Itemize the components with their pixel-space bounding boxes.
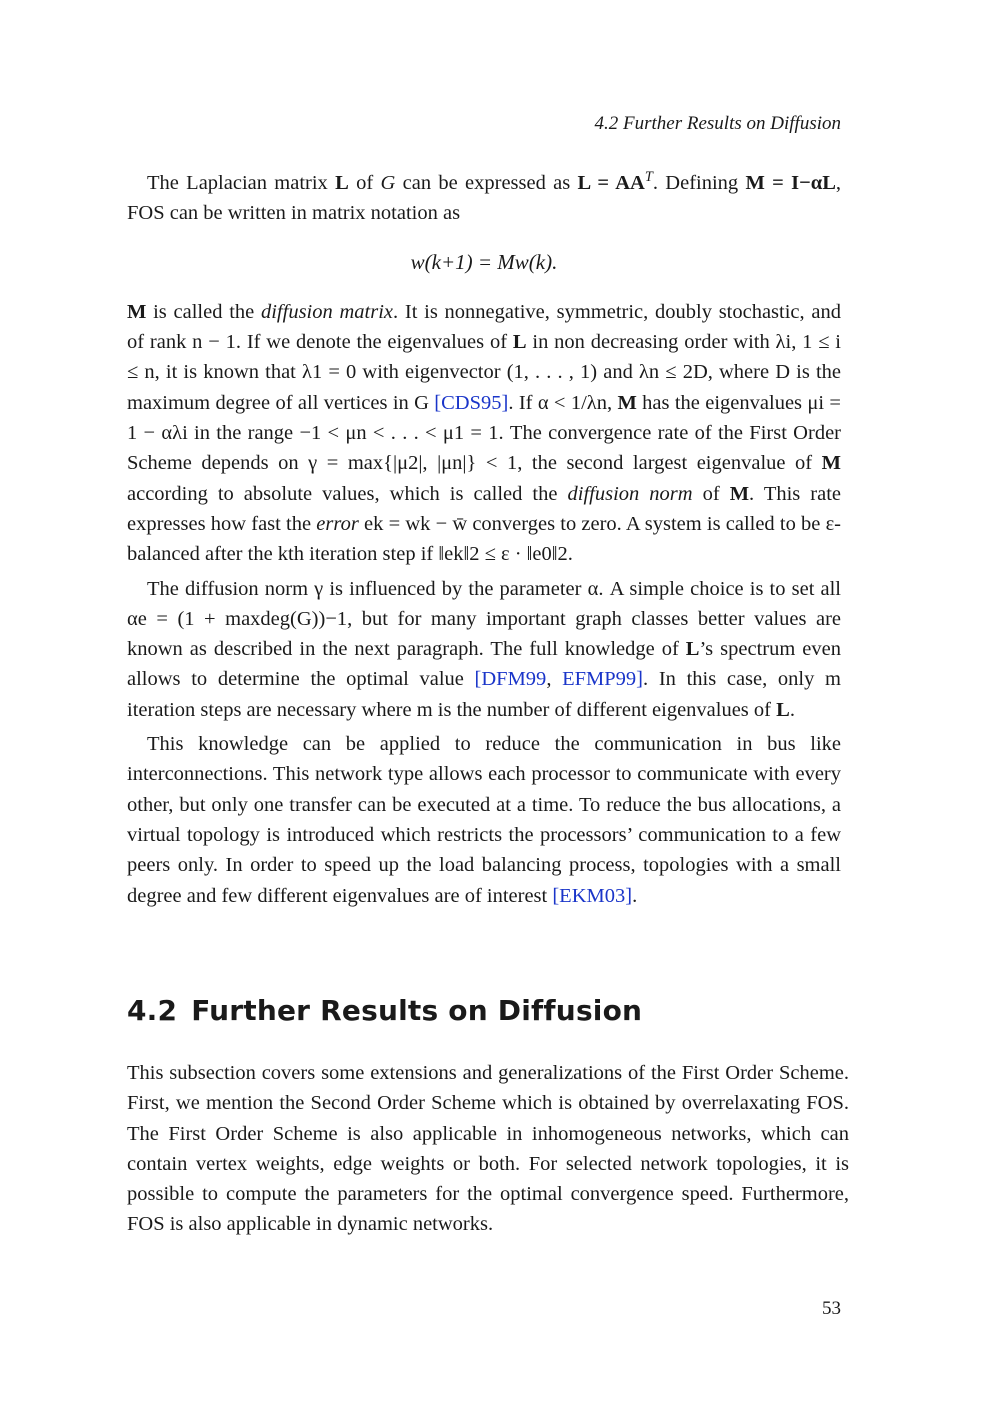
text-run: , FOS can be written in matrix notation as (127, 172, 842, 225)
term-error: error (316, 512, 359, 535)
display-equation: w(k+1) = Mw(k). (410, 249, 558, 274)
body-text (127, 168, 841, 915)
section-number: 4.2 (127, 994, 178, 1027)
symbol-M: M (127, 300, 147, 323)
superscript-T: T (644, 169, 653, 186)
symbol-L: L (685, 638, 700, 661)
symbol-L: L (776, 698, 790, 721)
paragraph-laplacian (127, 168, 841, 229)
text-run: . (632, 884, 638, 907)
text-run: of (348, 172, 381, 194)
text-run: of (692, 482, 730, 505)
text-run: . In this case, only m iteration steps are necessary where m is the number of different eigenvalues of (127, 668, 841, 721)
citation-link[interactable]: EFMP99] (562, 668, 644, 691)
document-page (127, 0, 849, 1414)
paragraph-bus-interconnections (127, 729, 841, 911)
text-run: . Defining (652, 172, 746, 194)
paragraph-diffusion-matrix (127, 297, 841, 570)
text-run: in non decreasing order with λi, 1 ≤ i ≤ n, it is known that λ1 = 0 with eigenvector (1, . . . , 1) and λn ≤ 2D, where D is the maximum degree of all vertices in G (127, 331, 841, 414)
equation-L-AAT: L = AA (577, 172, 645, 194)
text-run: can be expressed as (395, 172, 578, 194)
symbol-M: M (821, 452, 841, 475)
text-run: has the eigenvalues μi = 1 − αλi in the range −1 < μn < . . . < μ1 = 1. The convergence rate of the First Order Scheme depends on γ = max{|μ2|, |μn|} < 1, the second largest eigenvalue of (127, 391, 841, 475)
text-run: . (789, 698, 795, 721)
text-run: This knowledge can be applied to reduce the communication in bus like interconnections. This network type allows each processor to communicate with every other, but only one transfer can be executed at a time. To reduce the bus allocations, a virtual topology is introduced which restricts the processors’ communication to a few peers only. In order to speed up the load balancing process, topologies with a small degree and few different eigenvalues are of interest (127, 733, 841, 907)
symbol-G: G (380, 172, 396, 194)
section-heading (127, 994, 642, 1027)
symbol-M: M (729, 482, 750, 505)
running-header: 4.2 Further Results on Diffusion (594, 113, 841, 134)
text-run: , (546, 668, 563, 691)
equation-M-def: M = I−αL (745, 172, 836, 194)
text-run: ek = wk − w̄ converges to zero. A system is called to be ε-balanced after the kth iteration step if ‖ek‖2 ≤ ε · ‖e0‖2. (127, 512, 841, 566)
symbol-L: L (512, 331, 527, 354)
text-run: is called the (146, 300, 261, 323)
paragraph-diffusion-norm (127, 574, 841, 725)
text-run: The diffusion norm γ is influenced by the parameter α. A simple choice is to set all αe = (1 + maxdeg(G))−1, but for many important graph classes better values are known as described in the next paragraph. The full knowledge of (127, 577, 841, 661)
section-text (127, 1058, 849, 1240)
text-run: The Laplacian matrix (147, 172, 336, 194)
citation-link[interactable]: [DFM99 (474, 668, 547, 691)
text-run: . It is nonnegative, symmetric, doubly stochastic, and of rank n − 1. If we denote the eigenvalues of (127, 300, 841, 354)
symbol-M: M (617, 391, 637, 414)
citation-link[interactable]: [CDS95] (434, 391, 509, 414)
page-number: 53 (822, 1298, 841, 1319)
term-diffusion-norm: diffusion norm (567, 482, 693, 505)
text-run: ’s spectrum even allows to determine the optimal value (127, 638, 842, 691)
paragraph-section-intro: This subsection covers some extensions and generalizations of the First Order Scheme. First, we mention the Second Order Scheme which is obtained by overrelaxating FOS. The First Order Scheme is also applicable in inhomogeneous networks, which can contain vertex weights, edge weights or both. For selected network topologies, it is possible to compute the parameters for the optimal convergence speed. Furthermore, FOS is also applicable in dynamic networks. (127, 1062, 849, 1236)
citation-link[interactable]: [EKM03] (552, 884, 633, 907)
symbol-L: L (335, 172, 349, 194)
text-run: according to absolute values, which is called the (127, 482, 568, 505)
term-diffusion-matrix: diffusion matrix (260, 300, 394, 323)
text-run: . If α < 1/λn, (508, 391, 618, 414)
section-title: Further Results on Diffusion (191, 994, 643, 1027)
text-run: . This rate expresses how fast the (127, 482, 842, 535)
